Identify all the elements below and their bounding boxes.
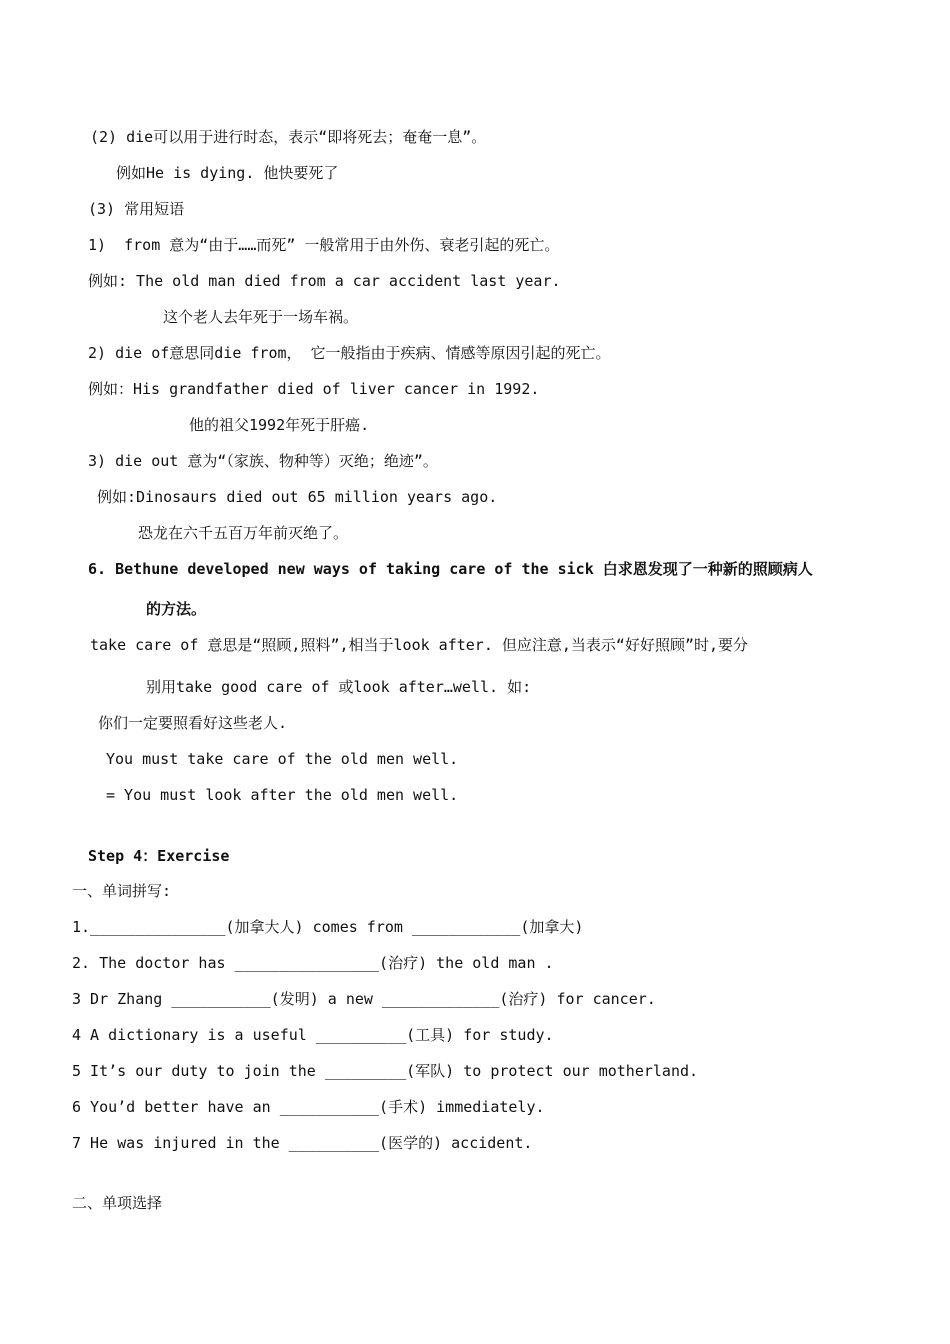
section-1-heading: 一、单词拼写:	[72, 882, 172, 900]
example-he-is-dying: 例如He is dying. 他快要死了	[116, 164, 339, 182]
example-look-after: = You must look after the old men well.	[106, 786, 459, 804]
translation-die-from: 这个老人去年死于一场车祸。	[163, 308, 359, 326]
example-die-of: 例如：His grandfather died of liver cancer in 1992.	[88, 380, 540, 398]
phrase-die-from: 1) from 意为“由于……而死” 一般常用于由外伤、衰老引起的死亡。	[88, 236, 560, 254]
exercise-4: 4 A dictionary is a useful __________(工具) for study.	[72, 1026, 554, 1044]
heading-common-phrases: (3) 常用短语	[88, 200, 185, 218]
phrase-die-of: 2) die of意思同die from， 它一般指由于疾病、情感等原因引起的死亡。	[88, 344, 611, 362]
point-6-heading: 6. Bethune developed new ways of taking care of the sick 白求恩发现了一种新的照顾病人	[88, 560, 813, 578]
exercise-1: 1._______________(加拿大人) comes from ____________(加拿大)	[72, 918, 584, 936]
section-2-heading: 二、单项选择	[72, 1194, 163, 1212]
example-take-care-of: You must take care of the old men well.	[106, 750, 459, 768]
translation-die-out: 恐龙在六千五百万年前灭绝了。	[138, 524, 349, 542]
example-die-from: 例如: The old man died from a car accident last year.	[88, 272, 561, 290]
take-care-of-explanation-cont: 别用take good care of 或look after…well. 如:	[146, 678, 532, 696]
phrase-die-out: 3) die out 意为“（家族、物种等）灭绝；绝迹”。	[88, 452, 438, 470]
translation-die-of: 他的祖父1992年死于肝癌.	[189, 416, 370, 434]
example-chinese-sentence: 你们一定要照看好这些老人.	[98, 714, 288, 732]
exercise-7: 7 He was injured in the __________(医学的) accident.	[72, 1134, 533, 1152]
exercise-6: 6 You’d better have an ___________(手术) immediately.	[72, 1098, 545, 1116]
exercise-2: 2. The doctor has ________________(治疗) the old man .	[72, 954, 554, 972]
example-die-out: 例如:Dinosaurs died out 65 million years ago.	[97, 488, 498, 506]
point-6-heading-cont: 的方法。	[146, 600, 207, 618]
take-care-of-explanation: take care of 意思是“照顾,照料”,相当于look after. 但应注意,当表示“好好照顾”时,要分	[90, 636, 749, 654]
note-die-progressive: (2) die可以用于进行时态，表示“即将死去；奄奄一息”。	[90, 128, 487, 146]
exercise-3: 3 Dr Zhang ___________(发明) a new _____________(治疗) for cancer.	[72, 990, 656, 1008]
exercise-5: 5 It’s our duty to join the _________(军队) to protect our motherland.	[72, 1062, 699, 1080]
step-4-heading: Step 4：Exercise	[88, 847, 230, 865]
